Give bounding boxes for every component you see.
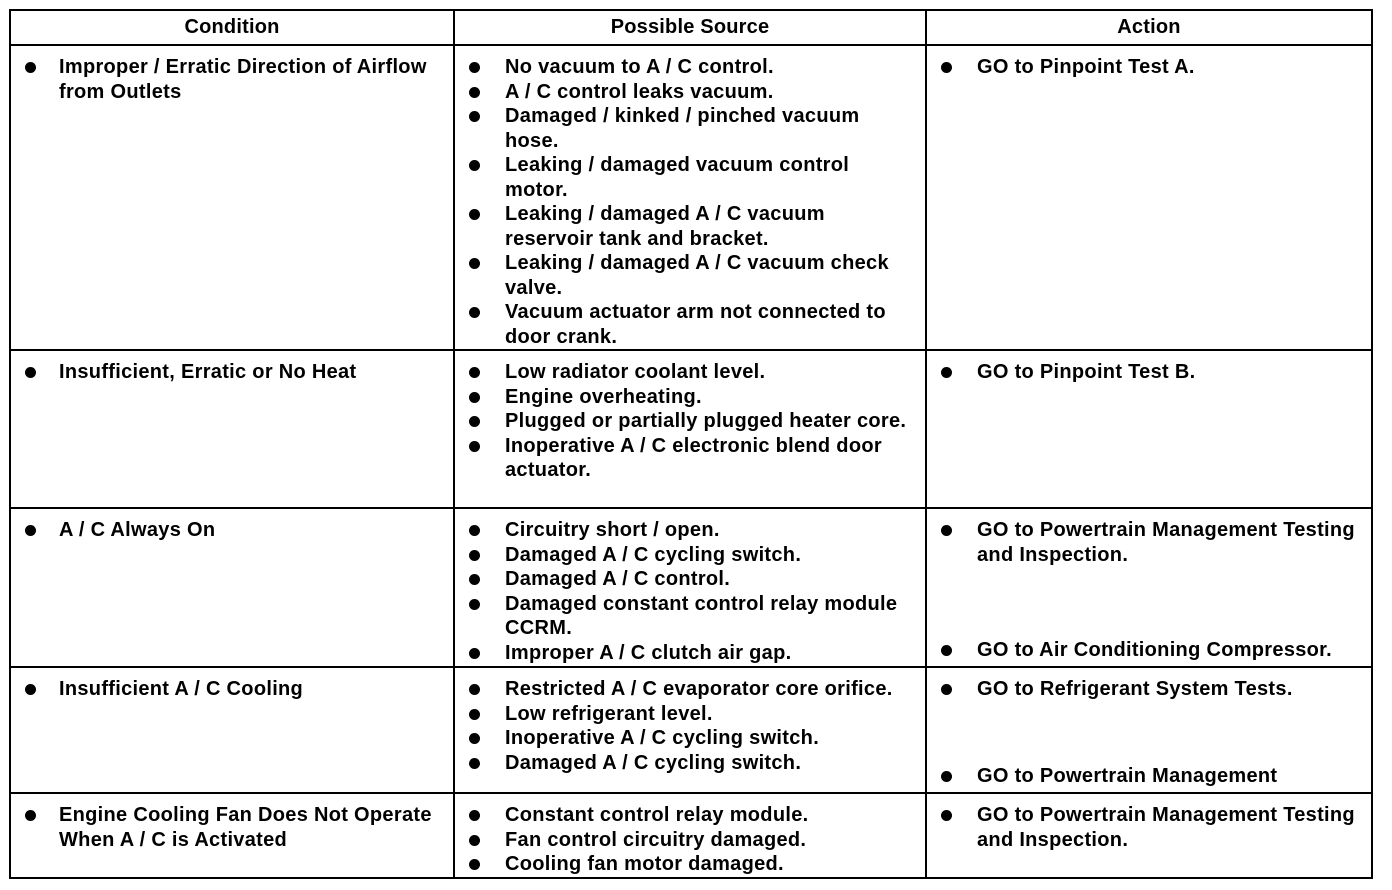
bullet-icon	[941, 367, 952, 378]
bullet-icon	[25, 810, 36, 821]
bullet-icon	[941, 771, 952, 782]
condition-cell	[10, 667, 454, 793]
bullet-icon	[941, 810, 952, 821]
source-item: Plugged or partially plugged heater core.	[467, 409, 917, 434]
source-cell	[454, 508, 926, 667]
action-item: GO to Pinpoint Test B.	[939, 360, 1363, 385]
source-item: Leaking / damaged vacuum control motor.	[467, 153, 917, 202]
bullet-icon	[469, 209, 480, 220]
action-item: GO to Pinpoint Test A.	[939, 55, 1363, 80]
condition-cell	[10, 45, 454, 350]
bullet-icon	[25, 684, 36, 695]
action-cell	[926, 350, 1372, 508]
diagnosis-table	[9, 9, 1373, 879]
table-row	[10, 45, 1372, 350]
condition-item: Improper / Erratic Direction of Airflow from Outlets	[23, 55, 445, 104]
source-item: Damaged A / C cycling switch.	[467, 543, 917, 568]
condition-item: Insufficient A / C Cooling	[23, 677, 445, 702]
source-item: Damaged A / C control.	[467, 567, 917, 592]
bullet-icon	[469, 835, 480, 846]
action-item: GO to Refrigerant System Tests.	[939, 677, 1363, 702]
bullet-icon	[469, 392, 480, 403]
header-possible-source: Possible Source	[454, 10, 926, 45]
bullet-icon	[469, 416, 480, 427]
table-row	[10, 350, 1372, 508]
bullet-icon	[469, 859, 480, 870]
source-item: Damaged constant control relay module CCRM.	[467, 592, 917, 641]
condition-cell	[10, 350, 454, 508]
bullet-icon	[469, 525, 480, 536]
bullet-icon	[469, 160, 480, 171]
bullet-icon	[469, 550, 480, 561]
condition-item: Engine Cooling Fan Does Not Operate When A / C is Activated	[23, 803, 445, 852]
source-item: Damaged A / C cycling switch.	[467, 751, 917, 776]
bullet-icon	[941, 645, 952, 656]
bullet-icon	[469, 441, 480, 452]
condition-item: Insufficient, Erratic or No Heat	[23, 360, 445, 385]
source-item: A / C control leaks vacuum.	[467, 80, 917, 105]
table-row	[10, 508, 1372, 667]
table-row	[10, 793, 1372, 878]
source-item: Leaking / damaged A / C vacuum check valve.	[467, 251, 917, 300]
source-item: Low refrigerant level.	[467, 702, 917, 727]
bullet-icon	[469, 87, 480, 98]
bullet-icon	[469, 758, 480, 769]
action-cell	[926, 793, 1372, 878]
action-item: GO to Powertrain Management Testing and Inspection.	[939, 803, 1363, 852]
bullet-icon	[469, 307, 480, 318]
source-cell	[454, 45, 926, 350]
action-item: GO to Powertrain Management Testing and Inspection.	[939, 518, 1363, 567]
source-item: Damaged / kinked / pinched vacuum hose.	[467, 104, 917, 153]
action-cell	[926, 508, 1372, 667]
source-item: Low radiator coolant level.	[467, 360, 917, 385]
condition-cell	[10, 508, 454, 667]
bullet-icon	[469, 367, 480, 378]
source-item: Vacuum actuator arm not connected to door crank.	[467, 300, 917, 349]
source-item: Engine overheating.	[467, 385, 917, 410]
source-item: Circuitry short / open.	[467, 518, 917, 543]
source-item: No vacuum to A / C control.	[467, 55, 917, 80]
source-item: Inoperative A / C cycling switch.	[467, 726, 917, 751]
bullet-icon	[25, 62, 36, 73]
source-item: Inoperative A / C electronic blend door actuator.	[467, 434, 917, 483]
bullet-icon	[469, 810, 480, 821]
source-item: Leaking / damaged A / C vacuum reservoir tank and bracket.	[467, 202, 917, 251]
table-row	[10, 667, 1372, 793]
source-item: Restricted A / C evaporator core orifice.	[467, 677, 917, 702]
action-cell	[926, 667, 1372, 793]
condition-item: A / C Always On	[23, 518, 445, 543]
bullet-icon	[941, 62, 952, 73]
source-item: Constant control relay module.	[467, 803, 917, 828]
condition-cell	[10, 793, 454, 878]
bullet-icon	[469, 599, 480, 610]
bullet-icon	[469, 111, 480, 122]
bullet-icon	[469, 648, 480, 659]
source-cell	[454, 793, 926, 878]
header-condition: Condition	[10, 10, 454, 45]
bullet-icon	[469, 709, 480, 720]
source-item: Cooling fan motor damaged.	[467, 852, 917, 877]
bullet-icon	[25, 367, 36, 378]
source-cell	[454, 667, 926, 793]
action-cell	[926, 45, 1372, 350]
bullet-icon	[25, 525, 36, 536]
bullet-icon	[469, 684, 480, 695]
bullet-icon	[941, 525, 952, 536]
bullet-icon	[941, 684, 952, 695]
action-item: GO to Air Conditioning Compressor.	[939, 638, 1367, 663]
source-item: Improper A / C clutch air gap.	[467, 641, 917, 666]
bullet-icon	[469, 62, 480, 73]
header-action: Action	[926, 10, 1372, 45]
bullet-icon	[469, 258, 480, 269]
bullet-icon	[469, 733, 480, 744]
action-item: GO to Powertrain Management	[939, 764, 1367, 789]
source-item: Fan control circuitry damaged.	[467, 828, 917, 853]
header-row	[10, 10, 1372, 45]
bullet-icon	[469, 574, 480, 585]
source-cell	[454, 350, 926, 508]
